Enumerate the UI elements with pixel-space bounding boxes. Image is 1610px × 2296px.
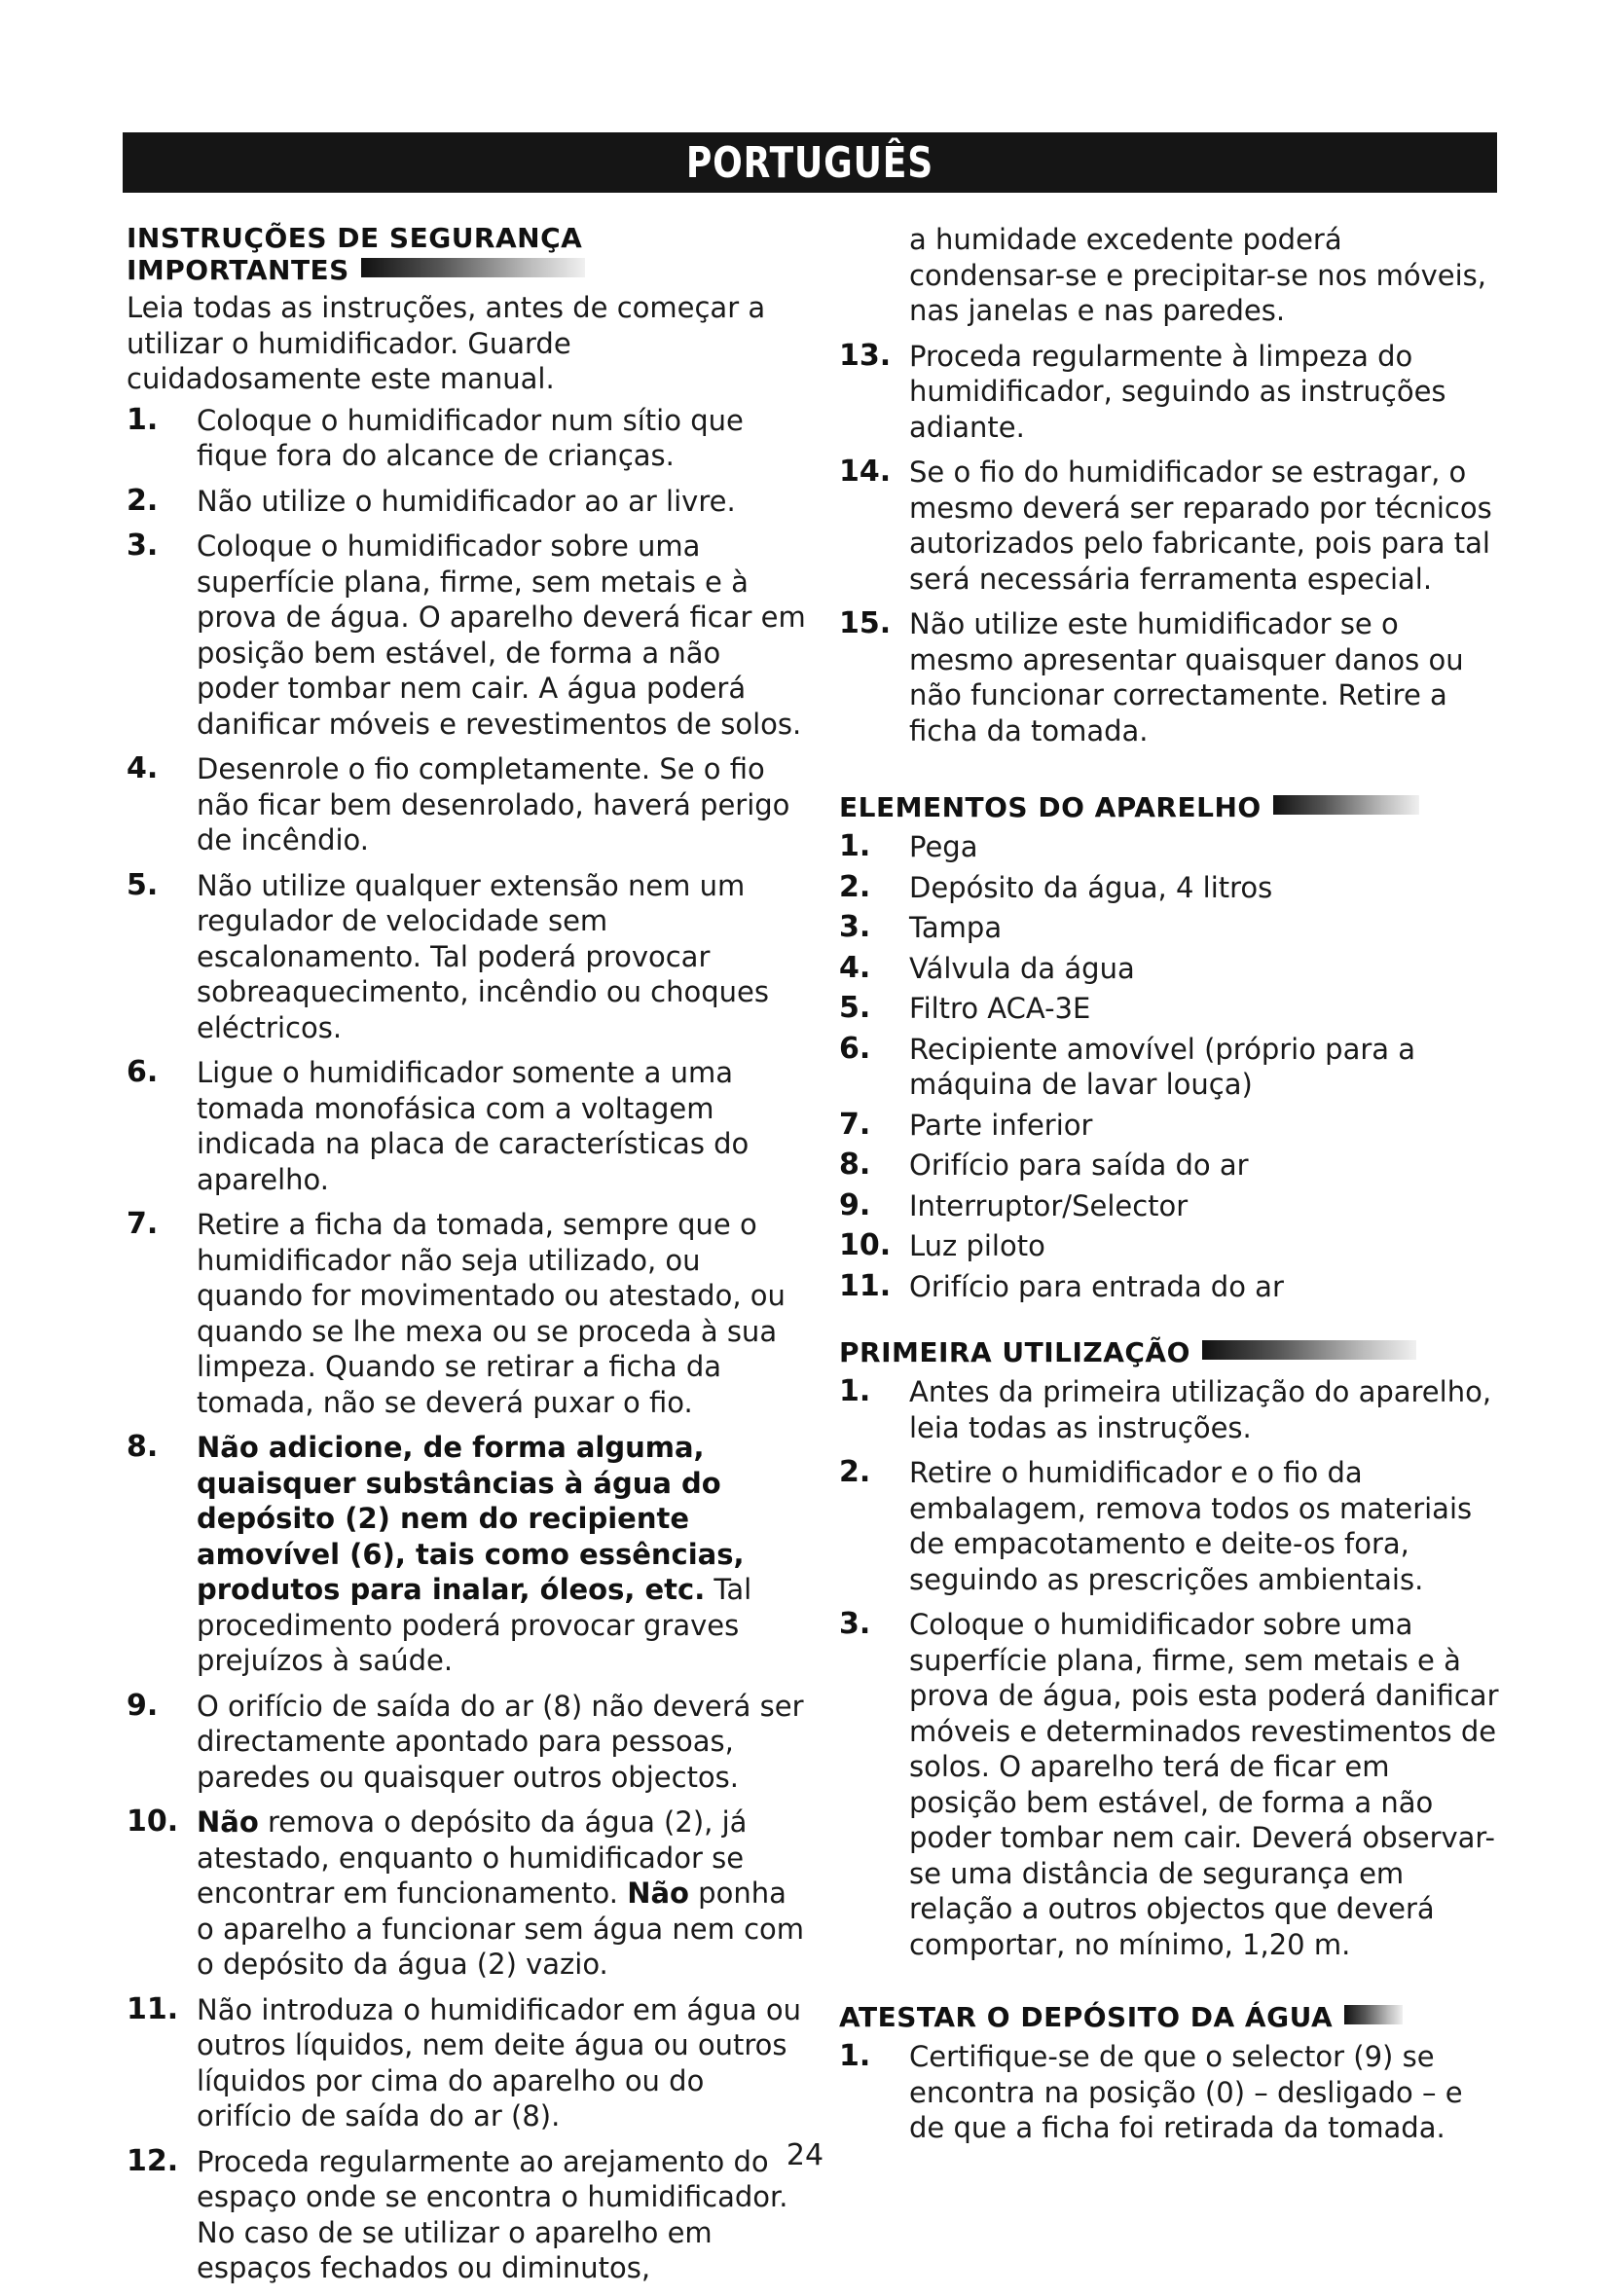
item-number: 6. (839, 1031, 871, 1066)
item-text: Recipiente amovível (próprio para a máquina de lavar louça) (909, 1032, 1416, 1101)
safety-heading-text: INSTRUÇÕES DE SEGURANÇA IMPORTANTES (127, 222, 583, 286)
item-normal-text: Tal procedimento poderá provocar graves prejuízos à saúde. (197, 1573, 752, 1677)
components-heading (839, 791, 1501, 823)
item-number: 10. (839, 1228, 892, 1262)
item-number: 14. (839, 455, 892, 489)
item-text: Coloque o humidificador sobre uma superfície plana, firme, sem metais e à prova de água. O aparelho deverá ficar em posição bem estável, de forma a não poder tombar nem cair. A água poderá danificar móveis e revestimentos de solos. (197, 529, 806, 741)
item-number: 13. (839, 338, 892, 373)
item-text (197, 1804, 808, 1983)
right-column (839, 222, 1501, 2156)
item-text: Válvula da água (909, 951, 1135, 985)
item-text: Se o fio do humidificador se estragar, o mesmo deverá ser reparado por técnicos autorizados pelo fabricante, pois para tal será necessária ferramenta especial. (909, 456, 1492, 596)
item-text: Orifício para entrada do ar (909, 1269, 1284, 1303)
components-list (839, 829, 1501, 1304)
list-item (839, 1148, 1501, 1184)
list-item (839, 829, 1501, 865)
list-item (839, 951, 1501, 987)
list-item (839, 1607, 1501, 1962)
item-number: 8. (127, 1430, 159, 1464)
first-use-heading (839, 1336, 1501, 1368)
heading-bar-decoration (1202, 1340, 1416, 1360)
list-item (127, 403, 808, 474)
item-text: Proceda regularmente ao arejamento do espaço onde se encontra o humidificador. No caso de se utilizar o aparelho em espaços fechados ou diminutos, (197, 2144, 788, 2284)
item-text: Tampa (909, 911, 1003, 944)
fill-tank-heading-text: ATESTAR O DEPÓSITO DA ÁGUA (839, 2001, 1334, 2033)
item-number: 8. (839, 1148, 871, 1182)
item-text: Proceda regularmente à limpeza do humidificador, seguindo as instruções adiante. (909, 339, 1446, 444)
list-item (839, 1374, 1501, 1445)
item-text: Não introduza o humidificador em água ou outros líquidos, nem deite água ou outros líquidos por cima do aparelho ou do orifício de saída do ar (8). (197, 1992, 802, 2132)
item-text: Antes da primeira utilização do aparelho, leia todas as instruções. (909, 1375, 1492, 1444)
list-item (839, 606, 1501, 748)
item-text: Retire a ficha da tomada, sempre que o humidificador não seja utilizado, ou quando for movimentado ou atestado, ou quando se lhe mexa ou se proceda à sua limpeza. Quando se retirar a ficha da tomada, não se deverá puxar o fio. (197, 1208, 786, 1419)
item-bold-text: Não (197, 1805, 259, 1839)
item-text: Desenrole o fio completamente. Se o fio não ficar bem desenrolado, haverá perigo de incêndio. (197, 752, 790, 856)
item-text (197, 1430, 808, 1679)
fill-tank-heading (839, 2001, 1501, 2033)
page-number: 24 (786, 2138, 824, 2172)
item-number: 10. (127, 1804, 179, 1839)
list-item (839, 1269, 1501, 1305)
item-text: Parte inferior (909, 1108, 1093, 1142)
item-number: 4. (839, 950, 871, 985)
item-text: Luz piloto (909, 1229, 1045, 1262)
item-number: 3. (839, 1607, 871, 1641)
item-text: Certifique-se de que o selector (9) se encontra na posição (0) – desligado – e de que a ficha foi retirada da tomada. (909, 2040, 1463, 2144)
item-normal-text: remova o depósito da água (2), já atestado, enquanto o humidificador se encontrar em funcionamento. (197, 1805, 748, 1910)
language-title: PORTUGUÊS (685, 137, 934, 188)
list-item (127, 484, 808, 520)
list-item (839, 1228, 1501, 1264)
item-text: Coloque o humidificador sobre uma superfície plana, firme, sem metais e à prova de água, pois esta poderá danificar móveis e determinados revestimentos de solos. O aparelho terá de ficar em posição bem estável, de forma a não poder tombar nem cair. Deverá observar-se uma distância de segurança em relação a outros objectos que deverá comportar, no mínimo, 1,20 m. (909, 1608, 1499, 1961)
list-item (127, 1055, 808, 1197)
item-number: 2. (839, 869, 871, 904)
list-item (127, 528, 808, 742)
item-bold-text: Não adicione, de forma alguma, quaisquer substâncias à água do depósito (2) nem do recipiente amovível (6), tais como essências, produtos para inalar, óleos, etc. (197, 1431, 745, 1606)
item-text: Pega (909, 830, 978, 863)
list-item (127, 1430, 808, 1679)
item-text: Ligue o humidificador somente a uma tomada monofásica com a voltagem indicada na placa de características do aparelho. (197, 1056, 750, 1196)
item-text: Retire o humidificador e o fio da embalagem, remova todos os materiais de empacotamento e deite-os fora, seguindo as prescrições ambientais. (909, 1456, 1473, 1596)
item-number: 3. (839, 910, 871, 944)
list-item (127, 751, 808, 858)
item-number: 1. (839, 2039, 871, 2073)
list-item (839, 1108, 1501, 1144)
first-use-list (839, 1374, 1501, 1962)
item-text: Não utilize qualquer extensão nem um regulador de velocidade sem escalonamento. Tal poderá provocar sobreaquecimento, incêndio ou choques eléctricos. (197, 868, 769, 1044)
heading-bar-decoration (1273, 795, 1419, 815)
item-number: 12. (127, 2143, 179, 2178)
list-item (839, 1032, 1501, 1103)
item-text: Não utilize este humidificador se o mesmo apresentar quaisquer danos ou não funcionar correctamente. Retire a ficha da tomada. (909, 607, 1464, 747)
safety-heading (127, 222, 808, 286)
item-text: O orifício de saída do ar (8) não deverá ser directamente apontado para pessoas, paredes ou quaisquer outros objectos. (197, 1689, 804, 1794)
safety-intro: Leia todas as instruções, antes de começar a utilizar o humidificador. Guarde cuidadosamente este manual. (127, 291, 766, 395)
safety-list-continued (839, 339, 1501, 749)
list-item (839, 991, 1501, 1027)
list-item (839, 2039, 1501, 2146)
item-bold-text: Não (627, 1877, 689, 1910)
item-number: 1. (839, 1374, 871, 1408)
item-text: Orifício para saída do ar (909, 1148, 1249, 1182)
item-text: Não utilize o humidificador ao ar livre. (197, 484, 736, 518)
list-item (839, 339, 1501, 446)
list-item (127, 1804, 808, 1983)
list-item (127, 1207, 808, 1420)
heading-bar-decoration (361, 258, 585, 277)
item-number: 5. (127, 867, 159, 902)
item-text: Coloque o humidificador num sítio que fique fora do alcance de crianças. (197, 403, 744, 472)
list-item (839, 455, 1501, 597)
list-item (127, 868, 808, 1046)
item-number: 9. (127, 1688, 159, 1723)
list-item (839, 1455, 1501, 1597)
list-item (839, 1188, 1501, 1224)
list-item (127, 1992, 808, 2134)
item-text: Interruptor/Selector (909, 1188, 1189, 1222)
list-item (839, 910, 1501, 946)
item-number: 2. (839, 1455, 871, 1489)
item-text: Depósito da água, 4 litros (909, 870, 1273, 904)
item-number: 7. (839, 1107, 871, 1142)
item-text: Filtro ACA-3E (909, 992, 1091, 1025)
first-use-heading-text: PRIMEIRA UTILIZAÇÃO (839, 1336, 1190, 1368)
item-number: 7. (127, 1207, 159, 1241)
item-number: 5. (839, 991, 871, 1025)
safety-list (127, 403, 808, 2286)
list-item (839, 870, 1501, 906)
item-number: 11. (839, 1268, 892, 1303)
language-banner (123, 132, 1497, 193)
item-number: 4. (127, 751, 159, 785)
item-number: 11. (127, 1991, 179, 2026)
item-number: 6. (127, 1055, 159, 1089)
heading-bar-decoration (1344, 2005, 1403, 2024)
item-number: 1. (127, 402, 159, 437)
list-item (127, 1689, 808, 1796)
item-12-continued: a humidade excedente poderá condensar-se e precipitar-se nos móveis, nas janelas e nas paredes. (909, 223, 1487, 327)
item-number: 9. (839, 1187, 871, 1222)
item-number: 3. (127, 528, 159, 563)
item-number: 15. (839, 606, 892, 640)
left-column (127, 222, 808, 2296)
fill-tank-list (839, 2039, 1501, 2146)
item-normal-text: ponha o aparelho a funcionar sem água nem com o depósito da água (2) vazio. (197, 1877, 805, 1981)
item-number: 1. (839, 829, 871, 863)
components-heading-text: ELEMENTOS DO APARELHO (839, 791, 1262, 823)
item-number: 2. (127, 483, 159, 518)
